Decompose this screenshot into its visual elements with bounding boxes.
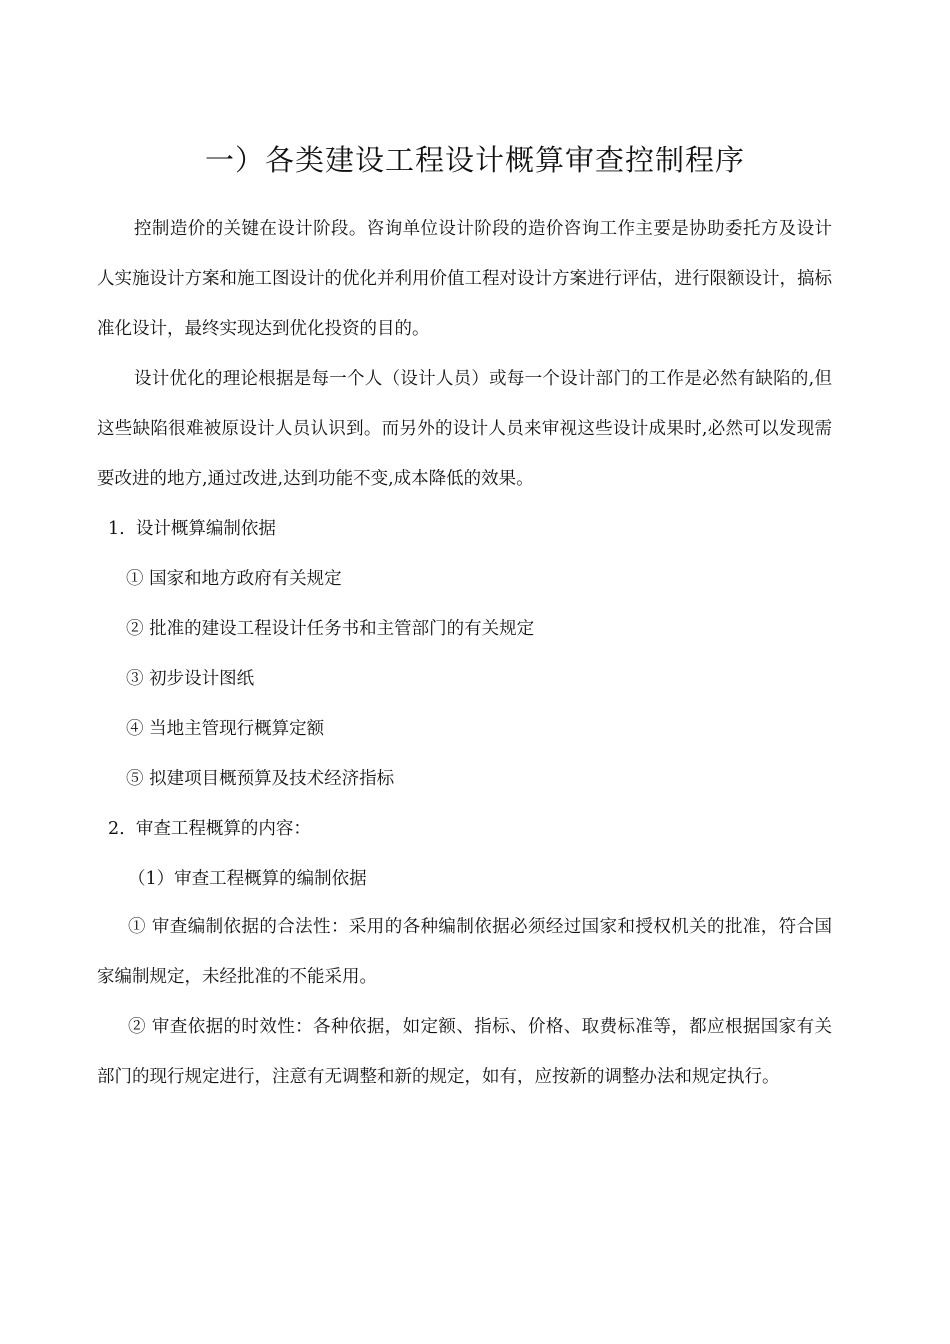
list-item [126,764,394,794]
list-item [126,664,254,694]
list-marker: ④ [126,719,144,739]
timeliness-paragraph: ② 审查依据的时效性：各种依据，如定额、指标、价格、取费标准等，都应根据国家有关部门的现行规定进行，注意有无调整和新的规定，如有，应按新的调整办法和规定执行。 [97,1017,832,1087]
list-item [126,714,324,744]
section-2-title: 审查工程概算的内容： [135,819,311,839]
legality-paragraph: ① 审查编制依据的合法性：采用的各种编制依据必须经过国家和授权机关的批准，符合国家编制规定，未经批准的不能采用。 [97,917,832,987]
list-item [126,614,534,644]
list-marker: ⑤ [126,769,144,789]
list-item-text: 批准的建设工程设计任务书和主管部门的有关规定 [149,619,535,639]
list-item [126,564,342,594]
section-1-number: 1. [108,519,125,539]
list-item-text: 国家和地方政府有关规定 [149,569,342,589]
list-marker: ② [126,619,144,639]
subsection-1-heading: （1）审查工程概算的编制依据 [128,869,367,889]
intro-paragraph: 控制造价的关键在设计阶段。咨询单位设计阶段的造价咨询工作主要是协助委托方及设计人实施设计方案和施工图设计的优化并利用价值工程对设计方案进行评估，进行限额设计，搞标准化设计，最终实现达到优化投资的目的。 [97,219,832,339]
section-2-number: 2. [108,819,125,839]
section-1-title: 设计概算编制依据 [135,519,276,539]
document-title: 一）各类建设工程设计概算审查控制程序 [204,143,745,177]
list-item-text: 当地主管现行概算定额 [149,719,325,739]
section-2-heading [108,814,311,844]
list-item-text: 初步设计图纸 [149,669,255,689]
list-marker: ① [126,569,144,589]
list-marker: ③ [126,669,144,689]
optimization-paragraph: 设计优化的理论根据是每一个人（设计人员）或每一个设计部门的工作是必然有缺陷的,但这些缺陷很难被原设计人员认识到。而另外的设计人员来审视这些设计成果时,必然可以发现需要改进的地方,通过改进,达到功能不变,成本降低的效果。 [97,369,832,489]
section-1-heading [108,514,276,544]
list-item-text: 拟建项目概预算及技术经济指标 [149,769,395,789]
